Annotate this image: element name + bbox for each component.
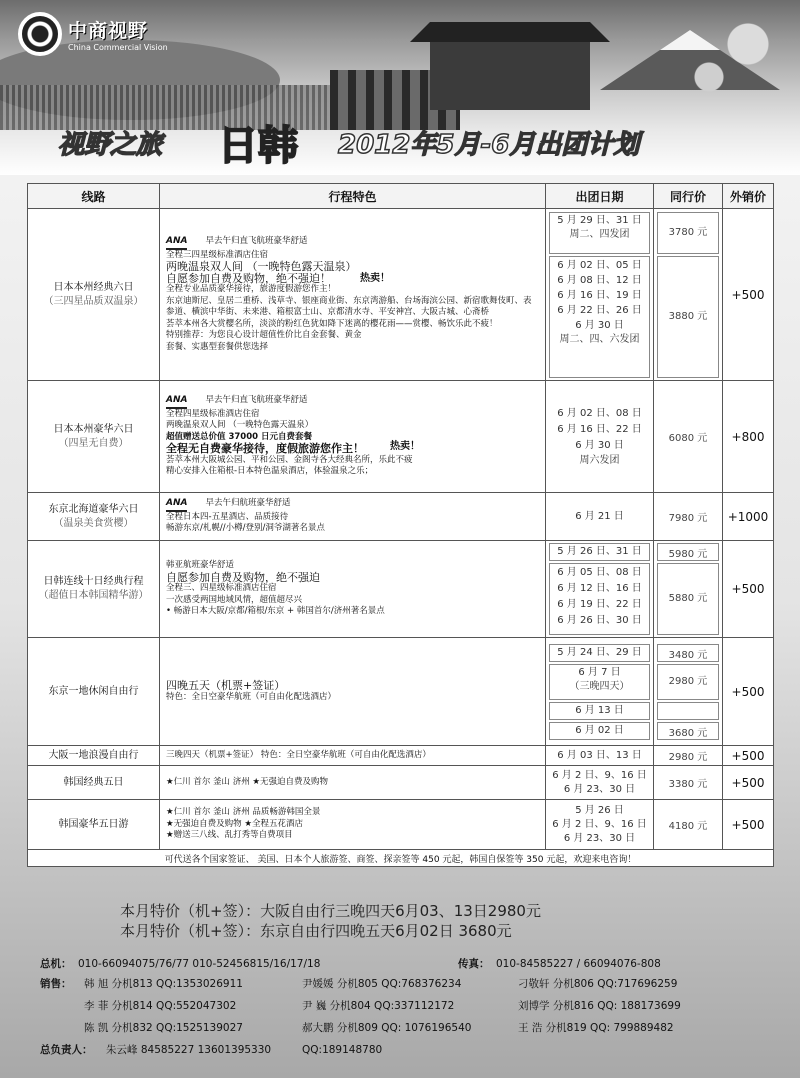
retail-price-value: +500 bbox=[723, 638, 774, 746]
table-row bbox=[28, 800, 774, 850]
date-text: 5 月 26 日、31 日 bbox=[549, 543, 650, 561]
price-value: 4180 元 bbox=[654, 800, 723, 850]
route-cell bbox=[28, 381, 160, 493]
dates-cell bbox=[546, 638, 654, 746]
feature-line: 全程三四星级标准酒店住宿 bbox=[166, 249, 269, 260]
col-header-dates: 出团日期 bbox=[546, 184, 654, 209]
table-row bbox=[28, 541, 774, 638]
logo-en-text: China Commercial Vision bbox=[68, 43, 168, 52]
contact-info bbox=[40, 956, 780, 1058]
price-value: 3380 元 bbox=[654, 766, 723, 800]
date-text: 5 月 26 日 6 月 2 日、9、16 日 6 月 23、30 日 bbox=[546, 800, 654, 850]
route-sub: （温泉美食赏樱） bbox=[53, 517, 134, 529]
fax-label: 传真： bbox=[458, 958, 490, 970]
manager-label: 总负责人： bbox=[40, 1044, 93, 1056]
price-value: 2980 元 bbox=[654, 746, 723, 766]
features-cell bbox=[160, 493, 546, 541]
palace-graphic bbox=[430, 40, 590, 110]
cherry-blossom-graphic bbox=[670, 0, 800, 110]
price-value: 3480 元 bbox=[657, 644, 719, 662]
route-name: 日本本州豪华六日 bbox=[53, 423, 134, 435]
feature-line: 早去午归航班豪华舒适 bbox=[205, 498, 291, 509]
date-text: 6 月 7 日 （三晚四天） bbox=[549, 664, 650, 700]
retail-price-value: +500 bbox=[723, 766, 774, 800]
route-name: 韩国经典五日 bbox=[28, 766, 160, 800]
feature-line: 一次感受两国地域风情，超值超尽兴 bbox=[166, 594, 303, 605]
table-row bbox=[28, 638, 774, 746]
route-name: 大阪一地浪漫自由行 bbox=[28, 746, 160, 766]
sales-contact: 韩 旭 分机813 QQ:1353026911 bbox=[84, 978, 243, 990]
route-name: 日本本州经典六日 bbox=[53, 281, 134, 293]
route-name: 日韩连线十日经典行程 bbox=[43, 576, 144, 587]
feature-line: 荟萃本州各大赏樱名所，淡淡的粉红色犹如降下迷离的樱花雨——赏樱、畅饮乐此不疲！ bbox=[166, 318, 498, 329]
table-footnote-row bbox=[28, 850, 774, 867]
retail-price-value: +500 bbox=[723, 800, 774, 850]
title-prefix: 视野之旅 bbox=[58, 130, 163, 160]
main-phone-label: 总机： bbox=[40, 958, 72, 970]
price-value: 5880 元 bbox=[657, 563, 719, 635]
feature-line: 两晚温泉双人间 （一晚特色露天温泉） bbox=[166, 420, 314, 431]
price-value: 5980 元 bbox=[657, 543, 719, 561]
hot-sale-badge: 热卖！ bbox=[390, 441, 420, 452]
sales-contact: 尹媛媛 分机805 QQ:768376234 bbox=[302, 978, 462, 990]
feature-line: 全程专业品质豪华接待，旅游度假游您作主！ bbox=[166, 284, 337, 294]
col-header-retail-price: 外销价 bbox=[723, 184, 774, 209]
feature-line: ★赠送三八线、乱打秀等自费项目 bbox=[166, 830, 293, 841]
route-cell bbox=[28, 638, 160, 746]
feature-line: 全程日本四-五星酒店、品质接待 bbox=[166, 511, 289, 522]
feature-line: 精心安排入住箱根-日本特色温泉酒店，体验温泉之乐； bbox=[166, 466, 374, 477]
route-cell bbox=[28, 541, 160, 638]
dates-cell bbox=[546, 209, 654, 381]
ana-airline-logo: ANA bbox=[166, 395, 187, 409]
feature-line: 套餐、实惠型套餐供您选择 bbox=[166, 341, 269, 352]
table-header-row bbox=[28, 184, 774, 209]
retail-price-value: +500 bbox=[723, 209, 774, 381]
route-name: 韩国豪华五日游 bbox=[28, 800, 160, 850]
feature-line: 超值赠送总价值 37000 日元自费套餐 bbox=[166, 431, 312, 442]
route-cell bbox=[28, 493, 160, 541]
title-main: 日韩 bbox=[218, 123, 298, 169]
feature-line: 全程三、四星级标准酒店住宿 bbox=[166, 583, 277, 594]
retail-price-value: +800 bbox=[723, 381, 774, 493]
table-row bbox=[28, 766, 774, 800]
special-offer-line: 本月特价（机+签）：大阪自由行三晚四天6月03、13日2980元 bbox=[120, 902, 541, 920]
date-text: 5 月 24 日、29 日 bbox=[549, 644, 650, 662]
sales-contact: 刘博学 分机816 QQ: 188173699 bbox=[518, 1000, 681, 1012]
feature-line: ★仁川 首尔 釜山 济州 品质畅游韩国全景 bbox=[166, 807, 321, 818]
date-text: 6 月 05 日、08 日 6 月 12 日、16 日 6 月 19 日、22 日 6 月 26 日、30 日 bbox=[549, 563, 650, 635]
sales-contact: 李 菲 分机814 QQ:552047302 bbox=[84, 1000, 237, 1012]
feature-line: 全程四星级标准酒店住宿 bbox=[166, 408, 260, 419]
feature-line: 畅游东京/札幌//小樽/登别/洞爷湖著名景点 bbox=[166, 523, 325, 534]
table-row bbox=[28, 746, 774, 766]
special-offers bbox=[120, 901, 541, 941]
feature-line: 全程无自费豪华接待，度假旅游您作主！ bbox=[166, 442, 364, 456]
feature-line: 荟萃本州大阪城公园、平和公园、金阁寺各大经典名所，乐此不疲 bbox=[166, 454, 413, 465]
feature-line: 两晚温泉双人间 （一晚特色露天温泉） bbox=[166, 260, 357, 273]
route-name: 东京一地休闲自由行 bbox=[48, 685, 139, 697]
feature-line: 早去午归直飞航班豪华舒适 bbox=[205, 395, 308, 406]
feature-line: 早去午归直飞航班豪华舒适 bbox=[205, 236, 308, 246]
price-value: 2980 元 bbox=[657, 664, 719, 700]
feature-line: ★无强迫自费及购物 ★全程五花酒店 bbox=[166, 818, 303, 829]
peer-price-cell bbox=[654, 638, 723, 746]
manager-contact: 朱云峰 84585227 13601395330 bbox=[106, 1044, 272, 1056]
title-suffix: 2012年5月-6月出团计划 bbox=[338, 130, 640, 160]
tour-schedule-table bbox=[27, 183, 774, 867]
peer-price-cell bbox=[654, 209, 723, 381]
features-cell bbox=[160, 541, 546, 638]
main-phone: 010-66094075/76/77 010-52456815/16/17/18 bbox=[78, 958, 321, 970]
features-cell bbox=[160, 209, 546, 381]
retail-price-value: +500 bbox=[723, 746, 774, 766]
col-header-route: 线路 bbox=[28, 184, 160, 209]
feature-line: 东京迪斯尼、皇居二重桥、浅草寺、银座商业街、东京湾游船、台场海滨公园、新宿歌舞伎町、表参道、横滨中华街、未来港、箱根富士山、京都清水寺、平安神宫、大阪古城、心斋桥 bbox=[166, 295, 532, 317]
fax-number: 010-84585227 / 66094076-808 bbox=[496, 958, 661, 970]
table-row bbox=[28, 493, 774, 541]
price-value: 3880 元 bbox=[657, 256, 719, 378]
feature-line: 三晚四天（机票+签证） 特色：全日空豪华航班（可自由化配选酒店） bbox=[160, 746, 546, 766]
route-name: 东京北海道豪华六日 bbox=[48, 503, 139, 515]
table-row bbox=[28, 381, 774, 493]
feature-line: ★仁川 首尔 釜山 济州 ★无强迫自费及购物 bbox=[160, 766, 546, 800]
price-value: 3680 元 bbox=[657, 722, 719, 740]
col-header-peer-price: 同行价 bbox=[654, 184, 723, 209]
col-header-features: 行程特色 bbox=[160, 184, 546, 209]
table-row bbox=[28, 209, 774, 381]
route-sub: （三四星品质双温泉） bbox=[43, 295, 144, 307]
date-sub: 周二、四、六发团 bbox=[559, 333, 640, 345]
price-value: 6080 元 bbox=[654, 381, 723, 493]
special-offer-line: 本月特价（机+签）：东京自由行四晚五天6月02日 3680元 bbox=[120, 922, 512, 940]
feature-line: 韩亚航班豪华舒适 bbox=[166, 560, 235, 571]
route-sub: （超值日本韩国精华游） bbox=[38, 590, 149, 601]
hot-sale-badge: 热卖！ bbox=[360, 273, 390, 284]
retail-price-value: +1000 bbox=[723, 493, 774, 541]
sales-contact: 王 浩 分机819 QQ: 799889482 bbox=[518, 1022, 674, 1034]
sales-label: 销售： bbox=[40, 978, 72, 990]
page-title bbox=[0, 118, 800, 169]
features-cell bbox=[160, 800, 546, 850]
manager-qq: QQ:189148780 bbox=[302, 1044, 383, 1056]
logo-cn-text: 中商视野 bbox=[68, 20, 149, 42]
date-text: 6 月 13 日 bbox=[549, 702, 650, 720]
date-text: 6 月 02 日 bbox=[549, 722, 650, 740]
date-text: 6 月 02 日、05 日 6 月 08 日、12 日 6 月 16 日、19 日 6 月 22 日、26 日 6 月 30 日 bbox=[557, 259, 642, 331]
date-sub: 周二、四发团 bbox=[569, 228, 630, 240]
features-cell bbox=[160, 381, 546, 493]
date-text: 5 月 29 日、31 日 bbox=[557, 214, 642, 226]
price-value: 7980 元 bbox=[654, 493, 723, 541]
retail-price-value: +500 bbox=[723, 541, 774, 638]
dates-cell bbox=[546, 381, 654, 493]
sales-contact: 郝大鹏 分机809 QQ: 1076196540 bbox=[302, 1022, 472, 1034]
sales-contact: 陈 凯 分机832 QQ:1525139027 bbox=[84, 1022, 243, 1034]
date-text: 6 月 02 日、08 日 6 月 16 日、22 日 6 月 30 日 bbox=[557, 407, 642, 451]
feature-line: 四晚五天（机票+签证） bbox=[166, 679, 286, 692]
route-sub: （四星无自费） bbox=[58, 437, 129, 449]
date-text: 6 月 03 日、13 日 bbox=[546, 746, 654, 766]
feature-line: 自愿参加自费及购物，绝不强迫 bbox=[166, 570, 320, 584]
feature-line: • 畅游日本大阪/京都/箱根/东京 + 韩国首尔/济州著名景点 bbox=[166, 606, 385, 617]
price-value: 3780 元 bbox=[657, 212, 719, 254]
visa-footnote: 可代送各个国家签证、 美国、日本个人旅游签、商签、探亲签等 450 元起，韩国自保签等 350 元起，欢迎来电咨询！ bbox=[28, 850, 774, 867]
header-banner bbox=[0, 0, 800, 175]
route-cell bbox=[28, 209, 160, 381]
sales-contact: 刁敬轩 分机806 QQ:717696259 bbox=[518, 978, 678, 990]
feature-line: 特色：全日空豪华航班（可自由化配选酒店） bbox=[166, 691, 337, 702]
ana-airline-logo: ANA bbox=[166, 236, 187, 250]
features-cell bbox=[160, 638, 546, 746]
feature-line: 自愿参加自费及购物，绝不强迫！ bbox=[166, 271, 331, 285]
feature-line: 特别推荐：为您良心设计超值性价比自金套餐、黄金 bbox=[166, 330, 362, 340]
peer-price-cell bbox=[654, 541, 723, 638]
date-text: 6 月 21 日 bbox=[546, 493, 654, 541]
price-value bbox=[657, 702, 719, 720]
ana-airline-logo: ANA bbox=[166, 498, 187, 512]
dates-cell bbox=[546, 541, 654, 638]
company-logo bbox=[18, 12, 168, 56]
sales-contact: 尹 巍 分机804 QQ:337112172 bbox=[302, 1000, 455, 1012]
date-sub: 周六发团 bbox=[579, 454, 620, 466]
eye-logo-icon bbox=[18, 12, 62, 56]
date-text: 6 月 2 日、9、16 日 6 月 23、30 日 bbox=[546, 766, 654, 800]
